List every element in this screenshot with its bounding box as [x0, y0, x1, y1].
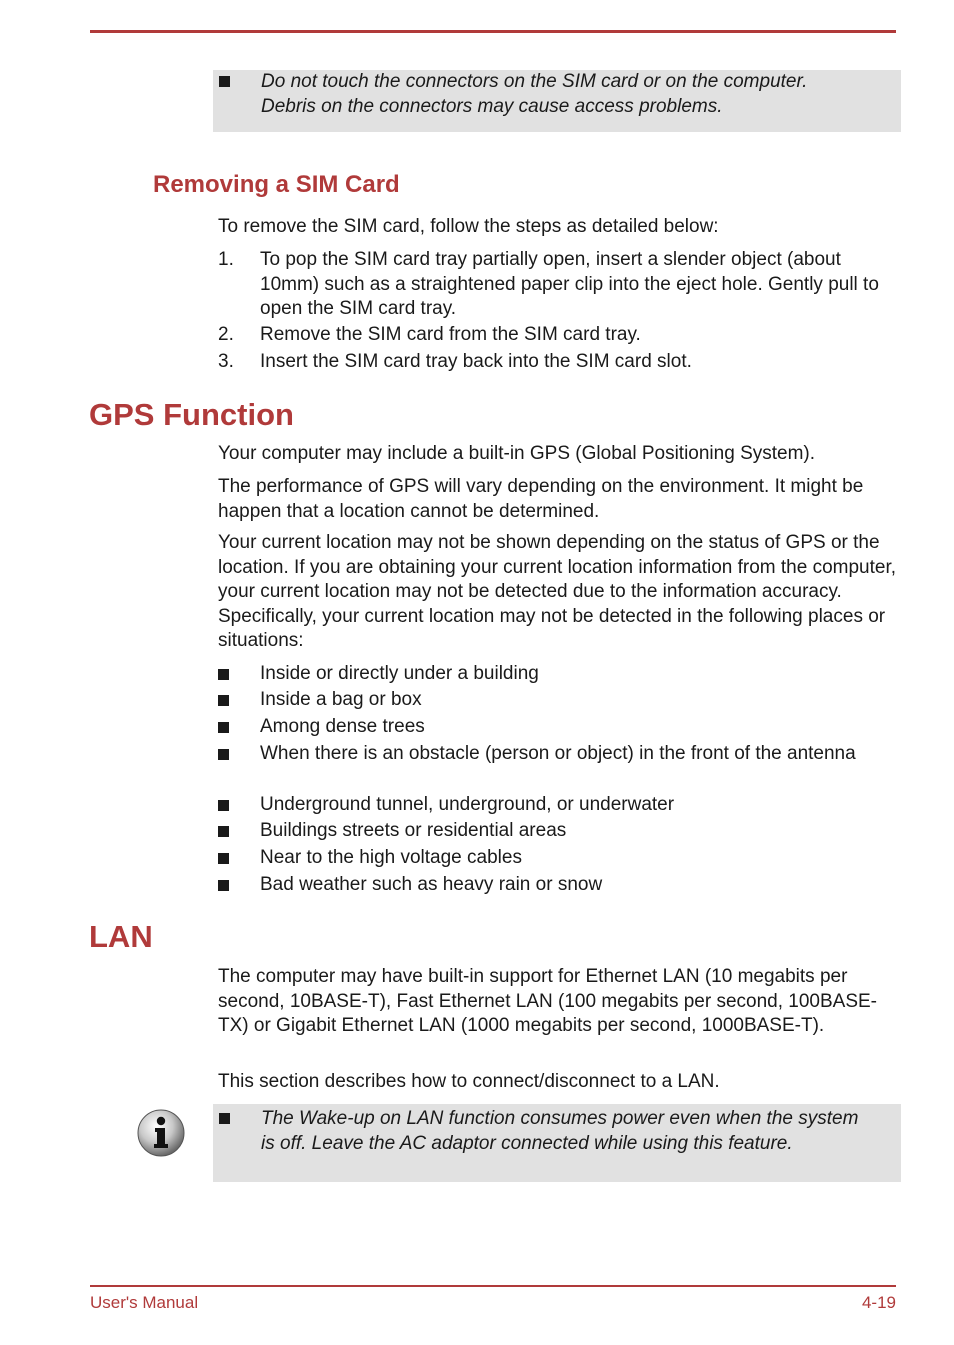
note-bullet: [219, 76, 230, 87]
sim-connector-note: [213, 70, 901, 132]
bullet-square: [218, 669, 229, 680]
bullet-text: Buildings streets or residential areas: [260, 820, 567, 841]
bullet-square: [218, 722, 229, 733]
removing-sim-heading: Removing a SIM Card: [153, 171, 400, 198]
bullet-text: Bad weather such as heavy rain or snow: [260, 874, 603, 895]
footer-page-number: 4-19: [861, 1293, 896, 1312]
bullet-square: [218, 749, 229, 760]
bottom-rule: [90, 1285, 896, 1287]
note-line-2: Debris on the connectors may cause access problems.: [261, 95, 723, 117]
gps-paragraph-1: Your computer may include a built-in GPS (Global Positioning System).: [218, 443, 816, 464]
step-number: 2.: [218, 324, 234, 345]
bullet-text: Near to the high voltage cables: [260, 847, 522, 868]
step-text: Insert the SIM card tray back into the SIM card slot.: [260, 351, 692, 372]
gps-paragraph-3: Your current location may not be shown depending on the status of GPS or the location. If you are obtaining your current location information from the computer, your current location may not be detected due to the information accuracy. Specifically, your current location may not be detected in the following places or situations:: [218, 532, 897, 651]
step-number: 1.: [218, 249, 234, 270]
lan-paragraph-2: This section describes how to connect/disconnect to a LAN.: [218, 1071, 720, 1092]
bullet-square: [218, 880, 229, 891]
step-number: 3.: [218, 351, 234, 372]
bullet-square: [218, 826, 229, 837]
footer-manual-title: User's Manual: [90, 1293, 199, 1312]
bullet-square: [218, 800, 229, 811]
bullet-square: [218, 853, 229, 864]
gps-paragraph-2: The performance of GPS will vary depending on the environment. It might be happen that a location cannot be determined.: [218, 476, 864, 522]
gps-heading: GPS Function: [89, 397, 294, 432]
bullet-text: Inside a bag or box: [260, 689, 422, 710]
note-line-1: Do not touch the connectors on the SIM card or on the computer.: [261, 71, 808, 92]
lan-paragraph-1: The computer may have built-in support for Ethernet LAN (10 megabits per second, 10BASE-T), Fast Ethernet LAN (100 megabits per second, 100BASE-TX) or Gigabit Ethernet LAN (1000 megabits per second, 1000BASE-T).: [218, 966, 878, 1036]
bullet-text: Among dense trees: [260, 716, 425, 737]
top-rule: [90, 30, 896, 33]
bullet-text: Inside or directly under a building: [260, 663, 539, 684]
note-bullet: [219, 1113, 230, 1124]
bullet-square: [218, 695, 229, 706]
lan-heading: LAN: [89, 919, 153, 954]
removing-sim-intro: To remove the SIM card, follow the steps as detailed below:: [218, 216, 719, 237]
step-text: Remove the SIM card from the SIM card tray.: [260, 324, 641, 345]
bullet-text: When there is an obstacle (person or object) in the front of the antenna: [260, 743, 856, 764]
note-text: The Wake-up on LAN function consumes power even when the system is off. Leave the AC adaptor connected while using this feature.: [261, 1108, 859, 1154]
info-icon: [136, 1108, 186, 1158]
step-text: To pop the SIM card tray partially open, insert a slender object (about 10mm) such as a straightened paper clip into the eject hole. Gently pull to open the SIM card tray.: [260, 249, 879, 319]
bullet-text: Underground tunnel, underground, or underwater: [260, 794, 675, 815]
wake-on-lan-note: [213, 1104, 901, 1182]
